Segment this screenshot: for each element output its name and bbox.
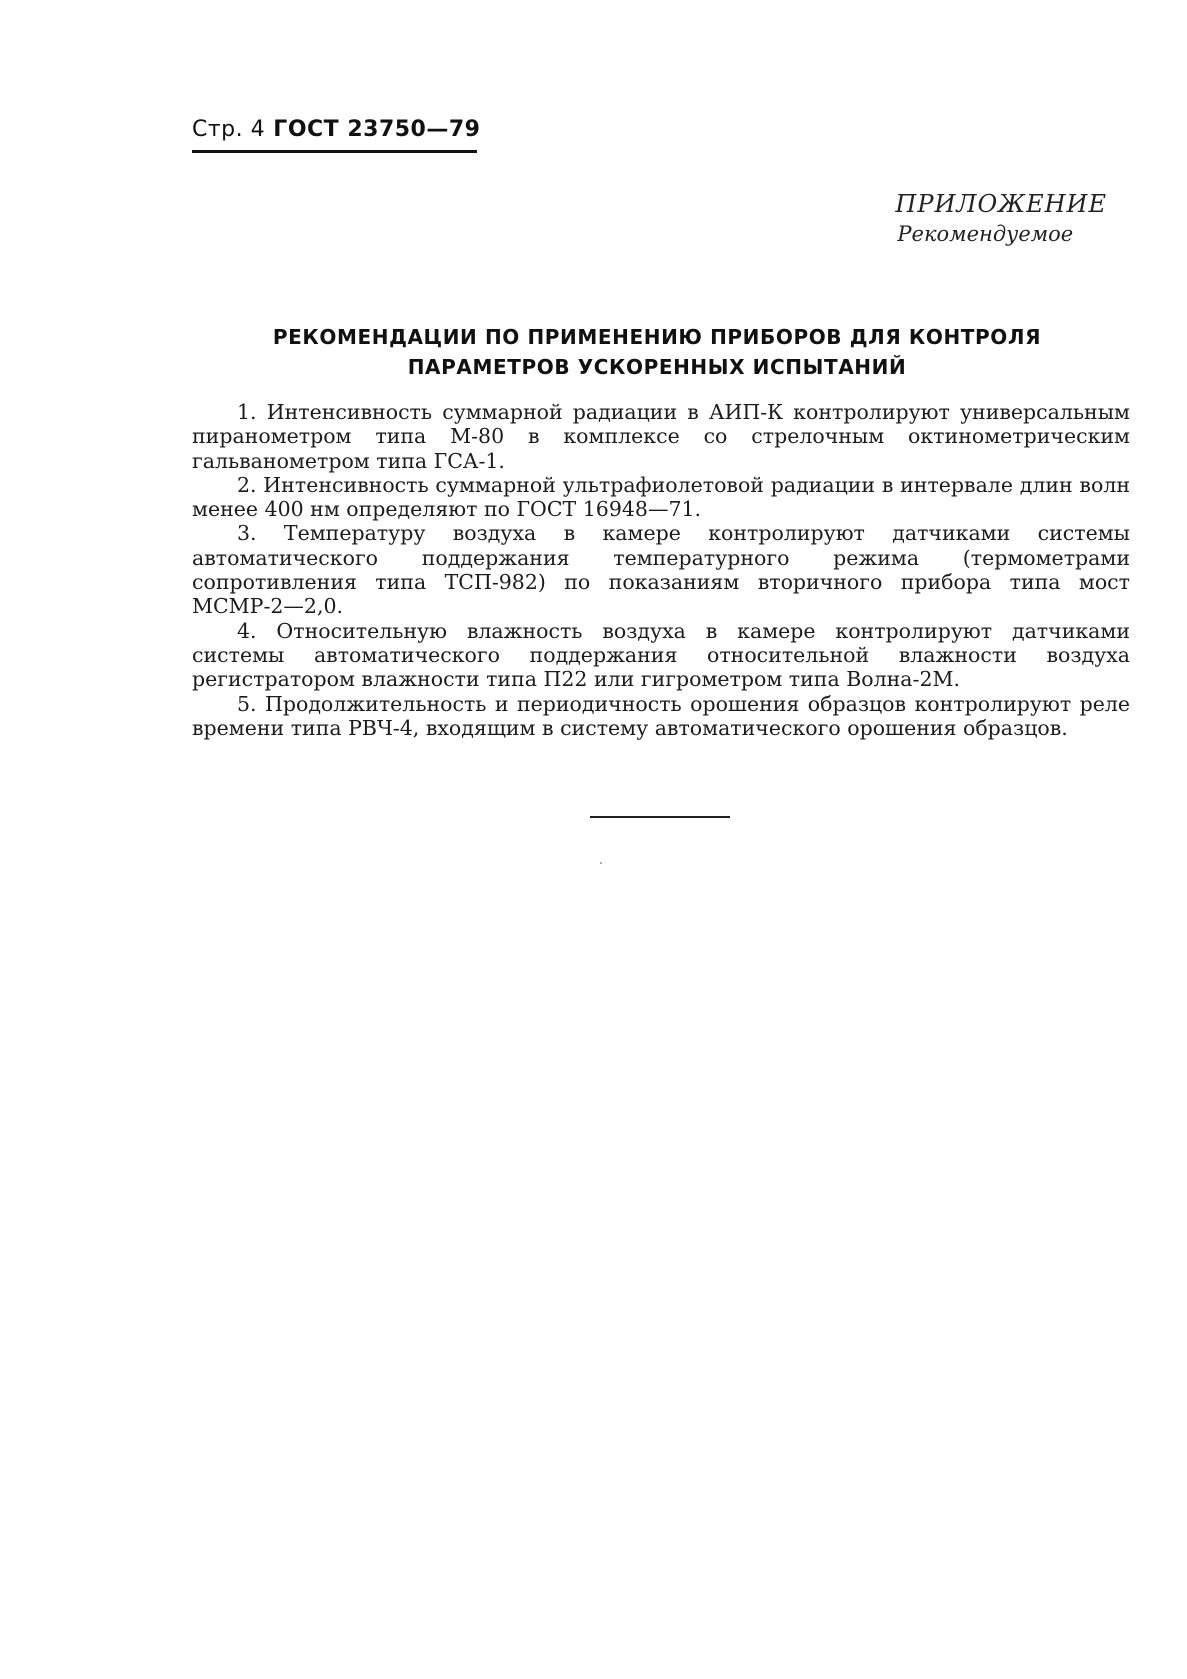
paragraph-5: 5. Продолжительность и периодичность орошения образцов контролируют реле времени типа РВЧ-4, входящим в систему автоматического орошения образцов. bbox=[192, 691, 1130, 740]
document-body bbox=[192, 400, 1130, 740]
header-underline bbox=[192, 150, 477, 153]
paragraph-2: 2. Интенсивность суммарной ультрафиолетовой радиации в интервале длин волн менее 400 нм определяют по ГОСТ 16948—71. bbox=[192, 472, 1130, 522]
paragraph-4: 4. Относительную влажность воздуха в камере контролируют датчиками системы автоматического поддержания относительной влажности воздуха регистратором влажности типа П22 или гигрометром типа Волна-2М. bbox=[192, 618, 1130, 692]
appendix-block bbox=[895, 188, 1107, 248]
document-title-line-2: ПАРАМЕТРОВ УСКОРЕННЫХ ИСПЫТАНИЙ bbox=[407, 355, 907, 379]
end-divider bbox=[590, 816, 730, 818]
scan-speck bbox=[600, 862, 602, 864]
page-header bbox=[192, 117, 480, 142]
standard-number: ГОСТ 23750—79 bbox=[273, 117, 481, 142]
appendix-title: ПРИЛОЖЕНИЕ bbox=[895, 190, 1107, 218]
paragraph-3: 3. Температуру воздуха в камере контролируют датчиками системы автоматического поддержания температурного режима (термометрами сопротивления типа ТСП-982) по показаниям вторичного прибора типа мост МСМР-2—2,0. bbox=[192, 521, 1130, 619]
paragraph-1: 1. Интенсивность суммарной радиации в АИП-К контролируют универсальным пиранометром типа М-80 в комплексе со стрелочным октинометрическим гальванометром типа ГСА-1. bbox=[192, 400, 1130, 473]
appendix-subtitle: Рекомендуемое bbox=[897, 222, 1074, 246]
document-title bbox=[192, 322, 1122, 382]
document-title-line-1: РЕКОМЕНДАЦИИ ПО ПРИМЕНЕНИЮ ПРИБОРОВ ДЛЯ КОНТРОЛЯ bbox=[272, 325, 1042, 349]
page-number-label: Стр. 4 bbox=[192, 117, 266, 142]
